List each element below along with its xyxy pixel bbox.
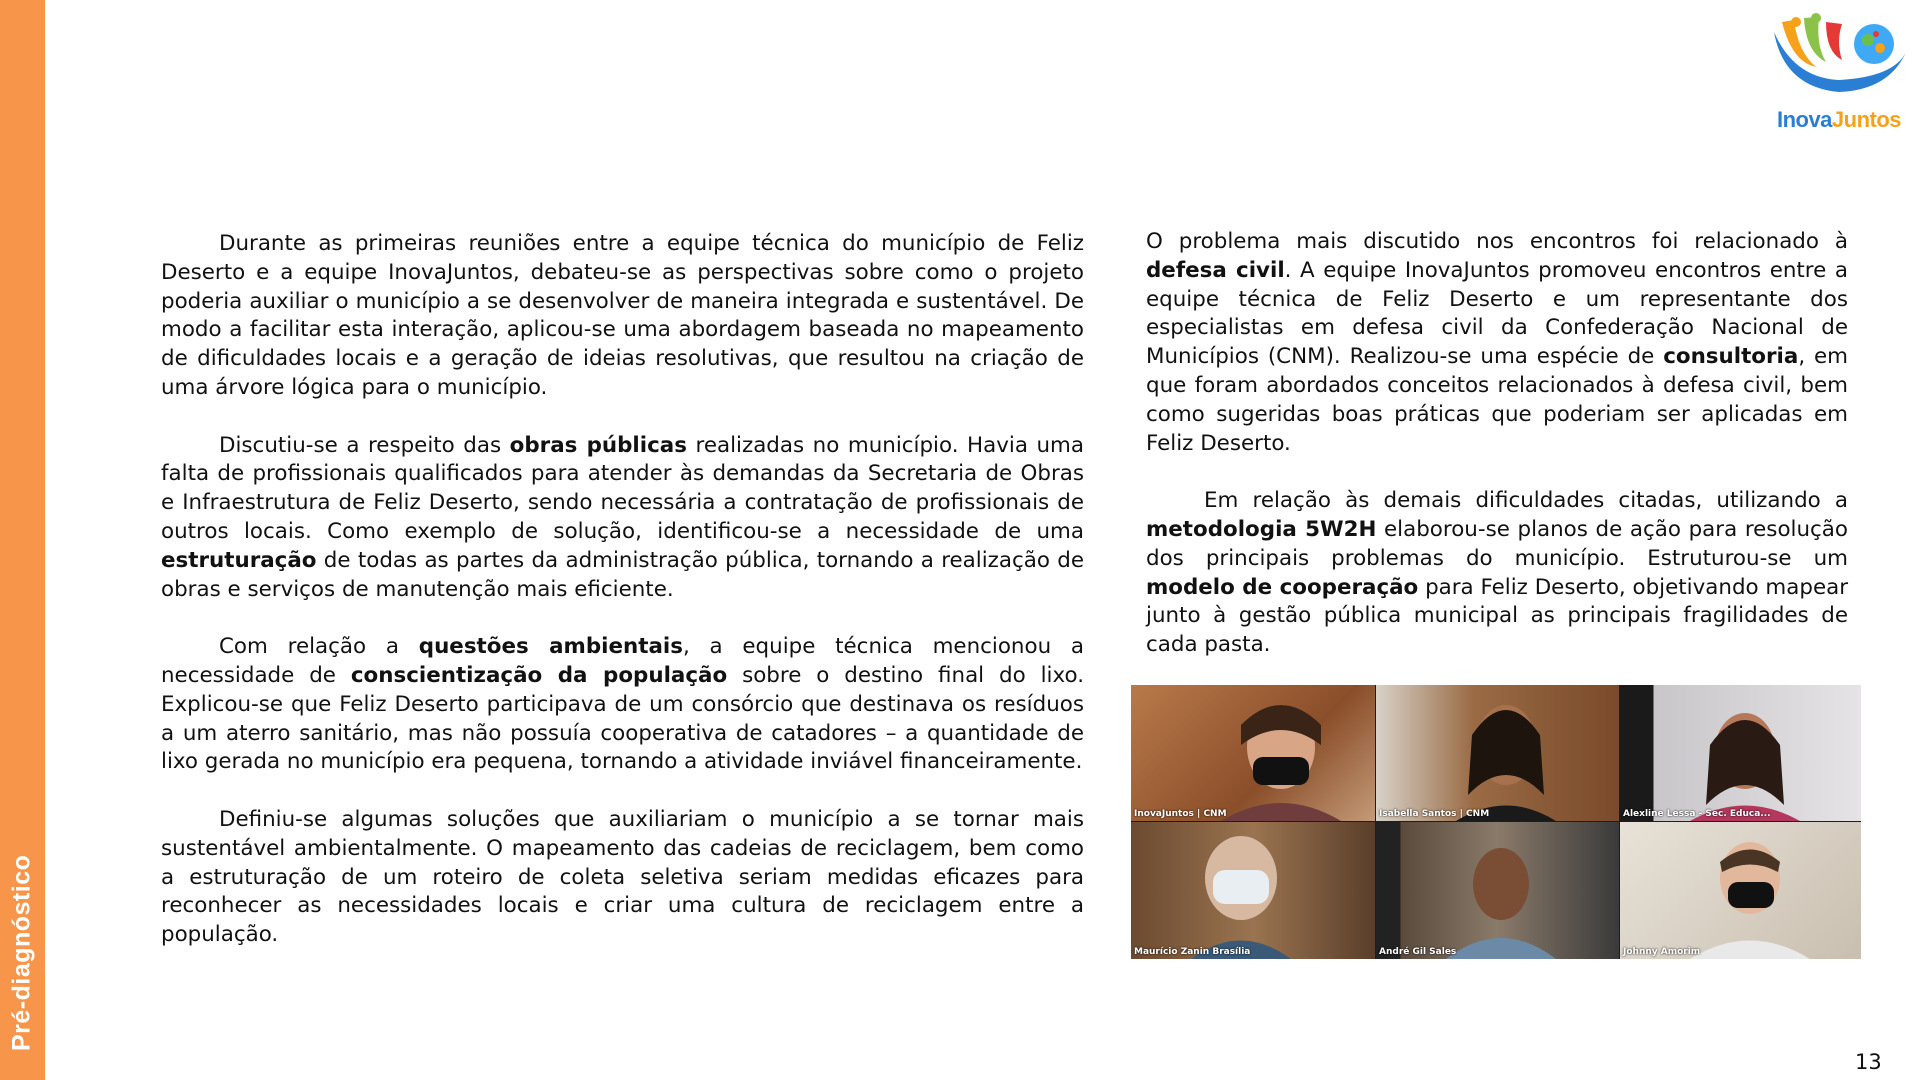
bold-text: estruturação — [161, 547, 317, 573]
text: Discutiu-se a respeito das — [219, 432, 510, 458]
text: de todas as partes da administração pública, tornando a realização de obras e serviços de manutenção mais eficiente. — [161, 547, 1084, 602]
bold-text: consultoria — [1663, 344, 1799, 370]
video-tile — [1131, 685, 1375, 821]
text: , em que foram abordados conceitos relacionados à defesa civil, bem como sugeridas boas práticas que poderiam ser aplicadas em Feliz Deserto. — [1146, 344, 1848, 456]
person-icon — [1620, 685, 1861, 821]
bold-text: defesa civil — [1146, 257, 1285, 283]
text: Durante as primeiras reuniões entre a equipe técnica do município de Feliz Deserto e a equipe InovaJuntos, debateu-se as perspectivas sobre como o projeto poderia auxiliar o município a se desenvolver de maneira integrada e sustentável. De modo a facilitar esta interação, aplicou-se uma abordagem baseada no mapeamento de dificuldades locais e a geração de ideias resolutivas, que resultou na criação de uma árvore lógica para o município. — [161, 231, 1084, 400]
participant-name: Johnny Amorim — [1623, 947, 1701, 957]
person-icon — [1131, 822, 1375, 959]
paragraph — [161, 432, 1084, 605]
text: elaborou-se planos de ação para resolução dos principais problemas do município. Estruturou-se um — [1146, 516, 1848, 571]
logo-graphic-icon — [1764, 12, 1914, 112]
text: Com relação a — [219, 634, 419, 660]
bold-text: conscientização da população — [350, 662, 728, 688]
video-tile — [1376, 685, 1619, 821]
page-number: 13 — [1855, 1050, 1882, 1074]
text: Definiu-se algumas soluções que auxiliariam o município a se tornar mais sustentável ambientalmente. O mapeamento das cadeias de reciclagem, bem como a estruturação de um roteiro de coleta seletiva seriam medidas eficazes para reconhecer as necessidades locais e criar uma cultura de reciclagem entre a população. — [161, 806, 1084, 948]
video-tile — [1131, 822, 1375, 959]
logo-text-inova: Inova — [1776, 107, 1832, 132]
bold-text: obras públicas — [509, 432, 687, 458]
paragraph — [1146, 228, 1848, 458]
text: realizadas no município. Havia uma falta de profissionais qualificados para atender às demandas da Secretaria de Obras e Infraestrutura de Feliz Deserto, sendo necessária a contratação de profissionais de outros locais. Como exemplo de solução, identificou-se a necessidade de uma — [161, 432, 1084, 544]
person-icon — [1376, 685, 1619, 821]
side-bar — [0, 0, 45, 1080]
bold-text: metodologia 5W2H — [1146, 516, 1377, 542]
video-tile — [1376, 822, 1619, 959]
participant-name: Alexline Lessa - Sec. Educa... — [1623, 809, 1771, 819]
participant-name: Isabella Santos | CNM — [1379, 809, 1490, 819]
logo-text-juntos: Juntos — [1831, 107, 1902, 132]
paragraph — [161, 806, 1084, 950]
person-icon — [1620, 822, 1861, 959]
person-icon — [1376, 822, 1619, 959]
text: para Feliz Deserto, objetivando mapear junto à gestão pública municipal as principais fragilidades de cada pasta. — [1146, 574, 1849, 658]
paragraph — [1146, 487, 1848, 660]
text: Em relação às demais dificuldades citadas, utilizando a — [1204, 488, 1848, 514]
paragraph — [161, 633, 1084, 777]
paragraph — [161, 230, 1084, 403]
video-tile — [1620, 685, 1861, 821]
participant-name: Maurício Zanin Brasília — [1134, 947, 1251, 957]
person-icon — [1131, 685, 1375, 821]
text: , a equipe técnica mencionou a necessidade de — [161, 634, 1085, 688]
text: O problema mais discutido nos encontros foi relacionado à — [1146, 229, 1848, 254]
logo-text — [1764, 107, 1914, 133]
bold-text: questões ambientais — [418, 634, 683, 660]
participant-name: InovaJuntos | CNM — [1134, 809, 1227, 819]
text: sobre o destino final do lixo. Explicou-se que Feliz Deserto participava de um consórcio que destinava os resíduos a um aterro sanitário, mas não possuía cooperativa de catadores – a quantidade de lixo gerada no município era pequena, tornando a atividade inviável financeiramente. — [161, 662, 1084, 775]
right-text-column — [1146, 228, 1848, 689]
bold-text: modelo de cooperação — [1146, 574, 1419, 600]
inovajuntos-logo — [1764, 12, 1914, 137]
participant-name: André Gil Sales — [1379, 947, 1457, 957]
left-text-column — [161, 230, 1084, 979]
section-label: Pré-diagnóstico — [7, 854, 36, 1051]
video-call-screenshot — [1131, 685, 1861, 959]
video-tile — [1620, 822, 1861, 959]
text: . A equipe InovaJuntos promoveu encontros entre a equipe técnica de Feliz Deserto e um representante dos especialistas em defesa civil da Confederação Nacional de Municípios (CNM). Realizou-se uma espécie de — [1146, 257, 1848, 370]
